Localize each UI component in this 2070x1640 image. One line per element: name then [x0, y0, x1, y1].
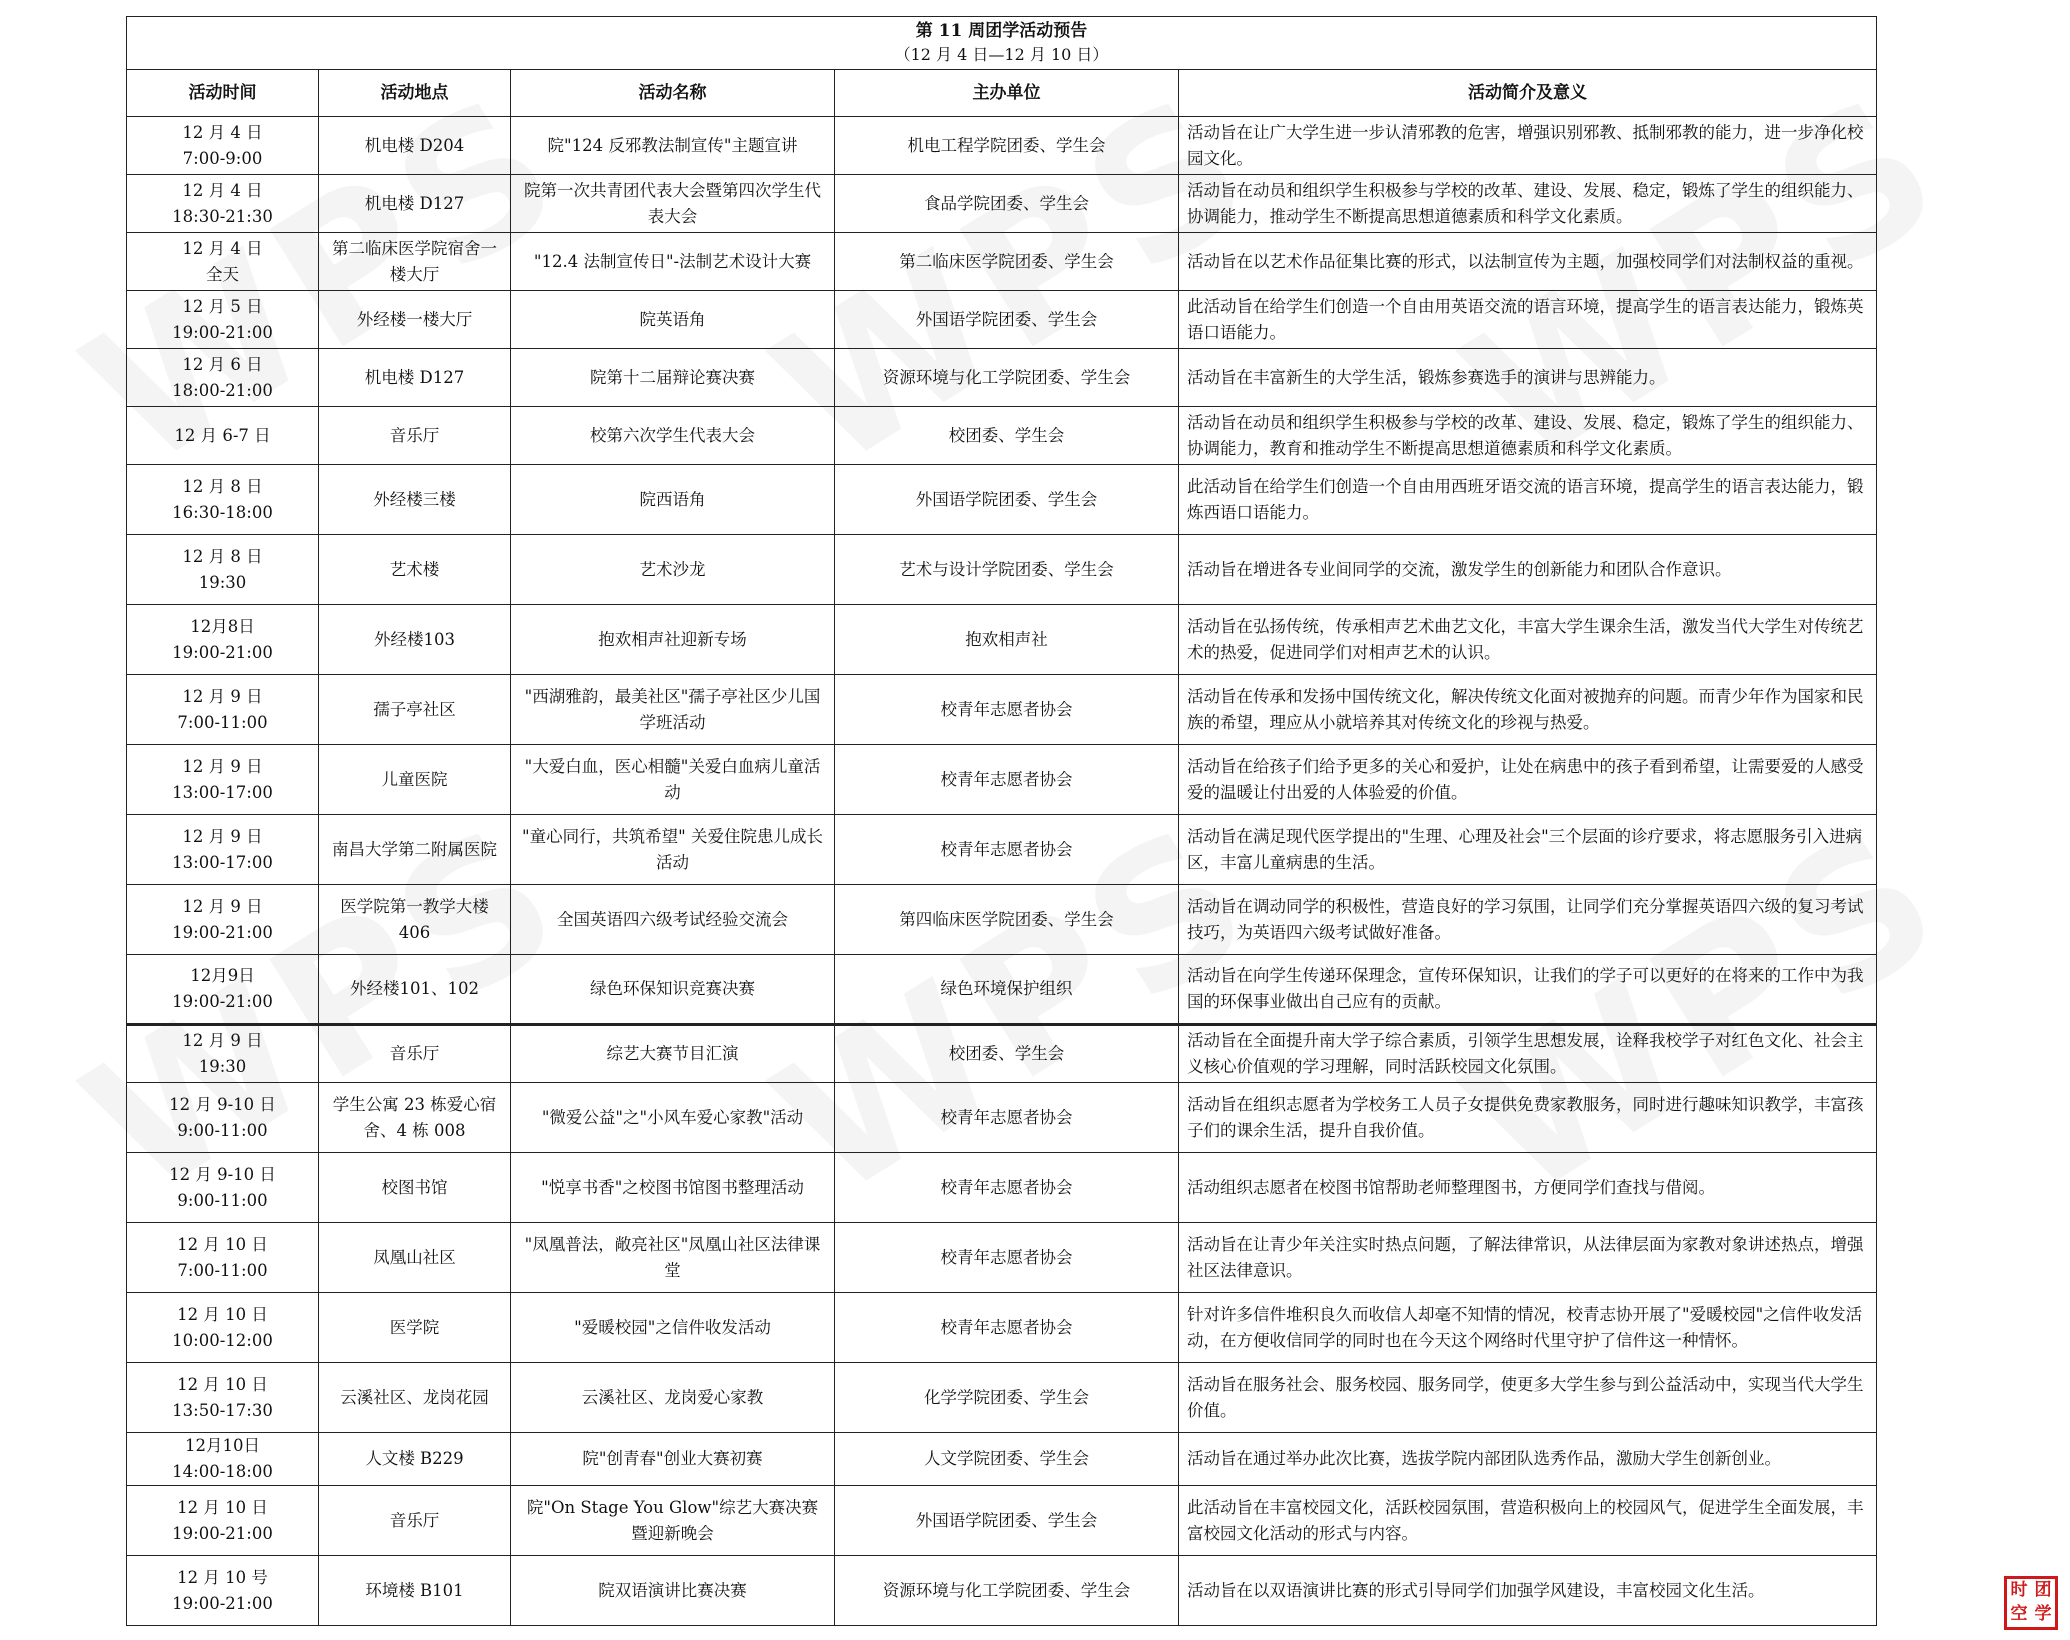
logo-stamp	[2004, 1576, 2058, 1630]
table-row	[127, 605, 1877, 675]
cell-place: 机电楼 D127	[319, 175, 511, 233]
column-header-time: 活动时间	[127, 70, 319, 117]
cell-name: 院"On Stage You Glow"综艺大赛决赛暨迎新晚会	[511, 1486, 835, 1556]
cell-name: 综艺大赛节目汇演	[511, 1025, 835, 1083]
cell-description: 活动旨在以双语演讲比赛的形式引导同学们加强学风建设，丰富校园文化生活。	[1179, 1556, 1877, 1626]
cell-place: 外经楼一楼大厅	[319, 291, 511, 349]
table-row	[127, 675, 1877, 745]
cell-organizer: 校青年志愿者协会	[835, 675, 1179, 745]
cell-name: 院第十二届辩论赛决赛	[511, 349, 835, 407]
cell-place: 孺子亭社区	[319, 675, 511, 745]
cell-name: "童心同行，共筑希望" 关爱住院患儿成长活动	[511, 815, 835, 885]
cell-organizer: 第二临床医学院团委、学生会	[835, 233, 1179, 291]
cell-organizer: 校青年志愿者协会	[835, 1293, 1179, 1363]
cell-organizer: 外国语学院团委、学生会	[835, 1486, 1179, 1556]
cell-description: 活动旨在服务社会、服务校园、服务同学，使更多大学生参与到公益活动中，实现当代大学生价值。	[1179, 1363, 1877, 1433]
cell-description: 活动旨在动员和组织学生积极参与学校的改革、建设、发展、稳定，锻炼了学生的组织能力、协调能力，推动学生不断提高思想道德素质和科学文化素质。	[1179, 175, 1877, 233]
cell-place: 音乐厅	[319, 1486, 511, 1556]
cell-description: 活动旨在全面提升南大学子综合素质，引领学生思想发展，诠释我校学子对红色文化、社会主义核心价值观的学习理解，同时活跃校园文化氛围。	[1179, 1025, 1877, 1083]
cell-organizer: 人文学院团委、学生会	[835, 1433, 1179, 1486]
cell-place: 学生公寓 23 栋爱心宿舍、4 栋 008	[319, 1083, 511, 1153]
cell-name: 云溪社区、龙岗爱心家教	[511, 1363, 835, 1433]
cell-description: 活动旨在传承和发扬中国传统文化，解决传统文化面对被抛弃的问题。而青少年作为国家和民族的希望，理应从小就培养其对传统文化的珍视与热爱。	[1179, 675, 1877, 745]
cell-place: 环境楼 B101	[319, 1556, 511, 1626]
cell-organizer: 校青年志愿者协会	[835, 815, 1179, 885]
cell-time: 12月10日 14:00-18:00	[127, 1433, 319, 1486]
cell-name: 绿色环保知识竞赛决赛	[511, 955, 835, 1025]
cell-name: "悦享书香"之校图书馆图书整理活动	[511, 1153, 835, 1223]
cell-organizer: 校青年志愿者协会	[835, 1153, 1179, 1223]
cell-time: 12 月 9 日 7:00-11:00	[127, 675, 319, 745]
cell-name: 艺术沙龙	[511, 535, 835, 605]
table-row	[127, 349, 1877, 407]
cell-place: 音乐厅	[319, 407, 511, 465]
cell-name: "12.4 法制宣传日"-法制艺术设计大赛	[511, 233, 835, 291]
cell-description: 活动旨在向学生传递环保理念，宣传环保知识，让我们的学子可以更好的在将来的工作中为我国的环保事业做出自己应有的贡献。	[1179, 955, 1877, 1025]
cell-description: 此活动旨在给学生们创造一个自由用西班牙语交流的语言环境，提高学生的语言表达能力，锻炼西语口语能力。	[1179, 465, 1877, 535]
cell-time: 12 月 9 日 19:30	[127, 1025, 319, 1083]
cell-place: 音乐厅	[319, 1025, 511, 1083]
cell-name: 院双语演讲比赛决赛	[511, 1556, 835, 1626]
table-row	[127, 407, 1877, 465]
cell-time: 12 月 4 日 7:00-9:00	[127, 117, 319, 175]
cell-description: 针对许多信件堆积良久而收信人却毫不知情的情况，校青志协开展了"爱暖校园"之信件收发活动，在方便收信同学的同时也在今天这个网络时代里守护了信件这一种情怀。	[1179, 1293, 1877, 1363]
table-row	[127, 1433, 1877, 1486]
cell-organizer: 校青年志愿者协会	[835, 1223, 1179, 1293]
cell-place: 凤凰山社区	[319, 1223, 511, 1293]
cell-description: 活动旨在让青少年关注实时热点问题，了解法律常识，从法律层面为家教对象讲述热点，增强社区法律意识。	[1179, 1223, 1877, 1293]
activity-table	[126, 16, 1877, 1626]
cell-description: 活动旨在让广大学生进一步认清邪教的危害，增强识别邪教、抵制邪教的能力，进一步净化校园文化。	[1179, 117, 1877, 175]
table-row	[127, 291, 1877, 349]
table-row	[127, 1083, 1877, 1153]
table-row	[127, 1293, 1877, 1363]
cell-time: 12 月 10 号 19:00-21:00	[127, 1556, 319, 1626]
table-row	[127, 1153, 1877, 1223]
cell-name: 抱欢相声社迎新专场	[511, 605, 835, 675]
cell-description: 活动旨在通过举办此次比赛，选拔学院内部团队选秀作品，激励大学生创新创业。	[1179, 1433, 1877, 1486]
cell-organizer: 艺术与设计学院团委、学生会	[835, 535, 1179, 605]
cell-organizer: 校青年志愿者协会	[835, 1083, 1179, 1153]
cell-time: 12 月 10 日 7:00-11:00	[127, 1223, 319, 1293]
cell-place: 医学院第一教学大楼 406	[319, 885, 511, 955]
cell-place: 外经楼101、102	[319, 955, 511, 1025]
cell-organizer: 校青年志愿者协会	[835, 745, 1179, 815]
cell-place: 校图书馆	[319, 1153, 511, 1223]
cell-name: 院第一次共青团代表大会暨第四次学生代表大会	[511, 175, 835, 233]
column-header-place: 活动地点	[319, 70, 511, 117]
cell-organizer: 外国语学院团委、学生会	[835, 465, 1179, 535]
table-row	[127, 535, 1877, 605]
cell-description: 活动旨在调动同学的积极性，营造良好的学习氛围，让同学们充分掌握英语四六级的复习考试技巧，为英语四六级考试做好准备。	[1179, 885, 1877, 955]
cell-organizer: 资源环境与化工学院团委、学生会	[835, 349, 1179, 407]
cell-name: "西湖雅韵，最美社区"孺子亭社区少儿国学班活动	[511, 675, 835, 745]
cell-description: 活动旨在组织志愿者为学校务工人员子女提供免费家教服务，同时进行趣味知识教学，丰富孩子们的课余生活，提升自我价值。	[1179, 1083, 1877, 1153]
date-range: （12 月 4 日—12 月 10 日）	[894, 45, 1109, 64]
column-header-organizer: 主办单位	[835, 70, 1179, 117]
cell-organizer: 校团委、学生会	[835, 407, 1179, 465]
cell-time: 12 月 4 日 18:30-21:30	[127, 175, 319, 233]
cell-time: 12 月 5 日 19:00-21:00	[127, 291, 319, 349]
title-text: 第 11 周团学活动预告	[915, 21, 1088, 41]
cell-organizer: 第四临床医学院团委、学生会	[835, 885, 1179, 955]
cell-time: 12 月 9-10 日 9:00-11:00	[127, 1153, 319, 1223]
table-body	[127, 117, 1877, 1626]
cell-description: 活动旨在丰富新生的大学生活，锻炼参赛选手的演讲与思辨能力。	[1179, 349, 1877, 407]
table-row	[127, 1486, 1877, 1556]
cell-time: 12 月 9-10 日 9:00-11:00	[127, 1083, 319, 1153]
cell-organizer: 校团委、学生会	[835, 1025, 1179, 1083]
table-row	[127, 1223, 1877, 1293]
cell-time: 12 月 10 日 13:50-17:30	[127, 1363, 319, 1433]
cell-description: 此活动旨在给学生们创造一个自由用英语交流的语言环境，提高学生的语言表达能力，锻炼英语口语能力。	[1179, 291, 1877, 349]
table-row	[127, 1025, 1877, 1083]
cell-time: 12 月 8 日 16:30-18:00	[127, 465, 319, 535]
cell-place: 儿童医院	[319, 745, 511, 815]
cell-description: 活动旨在以艺术作品征集比赛的形式，以法制宣传为主题，加强校同学们对法制权益的重视。	[1179, 233, 1877, 291]
cell-name: 院西语角	[511, 465, 835, 535]
stamp-char: 空	[2010, 1604, 2028, 1624]
table-row	[127, 955, 1877, 1025]
cell-place: 艺术楼	[319, 535, 511, 605]
cell-organizer: 抱欢相声社	[835, 605, 1179, 675]
cell-time: 12 月 10 日 19:00-21:00	[127, 1486, 319, 1556]
cell-place: 外经楼103	[319, 605, 511, 675]
cell-time: 12 月 6 日 18:00-21:00	[127, 349, 319, 407]
cell-name: "凤凰普法，敞亮社区"凤凰山社区法律课堂	[511, 1223, 835, 1293]
table-row	[127, 1363, 1877, 1433]
cell-place: 机电楼 D204	[319, 117, 511, 175]
cell-name: "爱暖校园"之信件收发活动	[511, 1293, 835, 1363]
cell-organizer: 食品学院团委、学生会	[835, 175, 1179, 233]
cell-place: 医学院	[319, 1293, 511, 1363]
cell-organizer: 化学学院团委、学生会	[835, 1363, 1179, 1433]
cell-time: 12 月 9 日 13:00-17:00	[127, 815, 319, 885]
table-row	[127, 745, 1877, 815]
cell-time: 12月8日 19:00-21:00	[127, 605, 319, 675]
cell-description: 活动旨在满足现代医学提出的"生理、心理及社会"三个层面的诊疗要求，将志愿服务引入进病区，丰富儿童病患的生活。	[1179, 815, 1877, 885]
cell-description: 此活动旨在丰富校园文化，活跃校园氛围，营造积极向上的校园风气，促进学生全面发展，丰富校园文化活动的形式与内容。	[1179, 1486, 1877, 1556]
cell-time: 12 月 9 日 19:00-21:00	[127, 885, 319, 955]
cell-organizer: 外国语学院团委、学生会	[835, 291, 1179, 349]
cell-organizer: 机电工程学院团委、学生会	[835, 117, 1179, 175]
table-row	[127, 815, 1877, 885]
cell-name: "大爱白血，医心相髓"关爱白血病儿童活动	[511, 745, 835, 815]
table-row	[127, 1556, 1877, 1626]
cell-place: 机电楼 D127	[319, 349, 511, 407]
cell-name: "微爱公益"之"小风车爱心家教"活动	[511, 1083, 835, 1153]
cell-time: 12 月 6-7 日	[127, 407, 319, 465]
cell-name: 院英语角	[511, 291, 835, 349]
cell-time: 12 月 8 日 19:30	[127, 535, 319, 605]
table-row	[127, 175, 1877, 233]
cell-name: 院"124 反邪教法制宣传"主题宣讲	[511, 117, 835, 175]
cell-organizer: 资源环境与化工学院团委、学生会	[835, 1556, 1179, 1626]
cell-description: 活动旨在增进各专业间同学的交流，激发学生的创新能力和团队合作意识。	[1179, 535, 1877, 605]
table-title	[127, 17, 1877, 70]
cell-time: 12 月 9 日 13:00-17:00	[127, 745, 319, 815]
stamp-char: 团	[2034, 1580, 2052, 1600]
cell-description: 活动旨在给孩子们给予更多的关心和爱护，让处在病患中的孩子看到希望，让需要爱的人感受爱的温暖让付出爱的人体验爱的价值。	[1179, 745, 1877, 815]
cell-name: 院"创青春"创业大赛初赛	[511, 1433, 835, 1486]
cell-place: 人文楼 B229	[319, 1433, 511, 1486]
column-header-description: 活动简介及意义	[1179, 70, 1877, 117]
cell-time: 12月9日 19:00-21:00	[127, 955, 319, 1025]
table-row	[127, 465, 1877, 535]
cell-name: 全国英语四六级考试经验交流会	[511, 885, 835, 955]
table-row	[127, 885, 1877, 955]
table-row	[127, 117, 1877, 175]
cell-time: 12 月 4 日 全天	[127, 233, 319, 291]
cell-place: 云溪社区、龙岗花园	[319, 1363, 511, 1433]
table-row	[127, 233, 1877, 291]
cell-name: 校第六次学生代表大会	[511, 407, 835, 465]
cell-description: 活动旨在动员和组织学生积极参与学校的改革、建设、发展、稳定，锻炼了学生的组织能力、协调能力，教育和推动学生不断提高思想道德素质和科学文化素质。	[1179, 407, 1877, 465]
cell-place: 第二临床医学院宿舍一楼大厅	[319, 233, 511, 291]
cell-time: 12 月 10 日 10:00-12:00	[127, 1293, 319, 1363]
stamp-char: 学	[2034, 1604, 2052, 1624]
cell-place: 南昌大学第二附属医院	[319, 815, 511, 885]
cell-place: 外经楼三楼	[319, 465, 511, 535]
stamp-char: 时	[2010, 1580, 2028, 1600]
cell-organizer: 绿色环境保护组织	[835, 955, 1179, 1025]
column-header-name: 活动名称	[511, 70, 835, 117]
cell-description: 活动组织志愿者在校图书馆帮助老师整理图书，方便同学们查找与借阅。	[1179, 1153, 1877, 1223]
cell-description: 活动旨在弘扬传统，传承相声艺术曲艺文化，丰富大学生课余生活，激发当代大学生对传统艺术的热爱，促进同学们对相声艺术的认识。	[1179, 605, 1877, 675]
